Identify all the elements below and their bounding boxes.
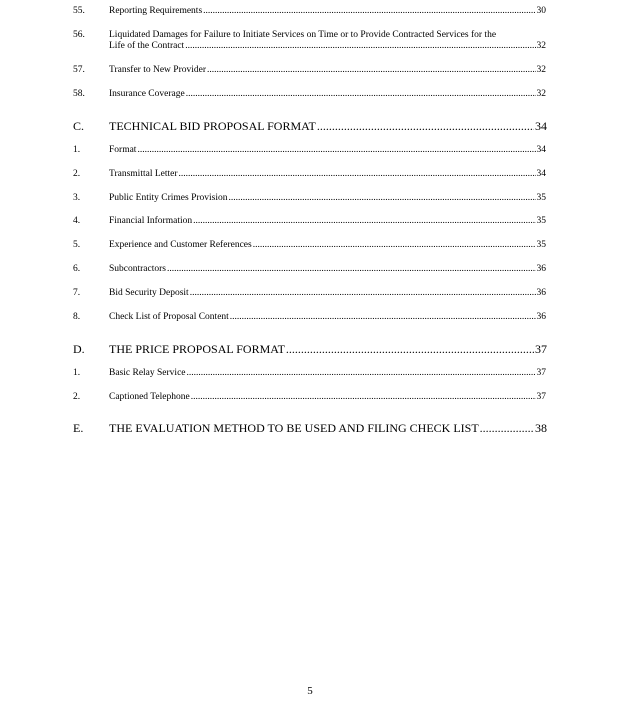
entry-title: Reporting Requirements — [109, 6, 203, 16]
entry-title: Basic Relay Service — [109, 368, 186, 378]
entry-number: 3. — [73, 193, 81, 203]
entry-title: Experience and Customer References — [109, 240, 252, 250]
dot-leader — [230, 312, 536, 323]
dot-leader — [253, 240, 536, 251]
section-letter: E. — [73, 421, 84, 435]
dot-leader — [480, 421, 534, 435]
entry-page: 30 — [536, 6, 546, 16]
entry-page: 35 — [536, 240, 546, 250]
entry-title: Transmittal Letter — [109, 169, 178, 179]
entry-number: 55. — [73, 6, 85, 16]
section-page: 37 — [535, 342, 547, 356]
dot-leader — [229, 193, 536, 204]
section-letter: C. — [73, 119, 85, 133]
entry-number: 2. — [73, 392, 81, 402]
section-page: 34 — [535, 119, 547, 133]
entry-title: Financial Information — [109, 216, 193, 226]
entry-number: 57. — [73, 65, 85, 75]
entry-number: 5. — [73, 240, 81, 250]
dot-leader — [203, 6, 535, 17]
entry-title: Transfer to New Provider — [109, 65, 207, 75]
entry-title: Subcontractors — [109, 264, 166, 274]
page-number: 5 — [307, 685, 313, 697]
entry-title-line1: Liquidated Damages for Failure to Initiate Services on Time or to Provide Contracted Services for the — [109, 30, 497, 40]
section-page: 38 — [535, 421, 547, 435]
entry-page: 32 — [536, 89, 546, 99]
entry-page: 34 — [536, 145, 546, 155]
entry-number: 1. — [73, 368, 81, 378]
entry-page: 37 — [536, 368, 546, 378]
dot-leader — [186, 89, 536, 100]
entry-page: 35 — [536, 216, 546, 226]
dot-leader — [286, 342, 534, 356]
entry-number: 8. — [73, 312, 81, 322]
dot-leader — [185, 41, 535, 52]
dot-leader — [191, 392, 536, 403]
section-title: THE PRICE PROPOSAL FORMAT — [109, 342, 285, 356]
entry-title: Check List of Proposal Content — [109, 312, 229, 322]
section-title: THE EVALUATION METHOD TO BE USED AND FILING CHECK LIST — [109, 421, 479, 435]
entry-page: 32 — [536, 41, 546, 51]
entry-page: 37 — [536, 392, 546, 402]
dot-leader — [207, 65, 535, 76]
entry-page: 32 — [536, 65, 546, 75]
entry-page: 35 — [536, 193, 546, 203]
entry-page: 36 — [536, 312, 546, 322]
entry-title: Captioned Telephone — [109, 392, 190, 402]
entry-number: 58. — [73, 89, 85, 99]
section-letter: D. — [73, 342, 85, 356]
entry-page: 36 — [536, 264, 546, 274]
entry-number: 2. — [73, 169, 81, 179]
entry-page: 36 — [536, 288, 546, 298]
section-title: TECHNICAL BID PROPOSAL FORMAT — [109, 119, 316, 133]
dot-leader — [179, 169, 536, 180]
dot-leader — [167, 264, 536, 275]
entry-number: 7. — [73, 288, 81, 298]
entry-number: 4. — [73, 216, 81, 226]
entry-title: Insurance Coverage — [109, 89, 185, 99]
entry-title: Bid Security Deposit — [109, 288, 189, 298]
dot-leader — [137, 145, 535, 156]
dot-leader — [190, 288, 536, 299]
entry-number: 6. — [73, 264, 81, 274]
entry-number: 56. — [73, 30, 85, 40]
entry-title: Public Entity Crimes Provision — [109, 193, 228, 203]
dot-leader — [317, 119, 534, 133]
entry-title: Format — [109, 145, 137, 155]
dot-leader — [187, 368, 536, 379]
entry-number: 1. — [73, 145, 81, 155]
entry-page: 34 — [536, 169, 546, 179]
dot-leader — [193, 216, 535, 227]
entry-title: Life of the Contract — [109, 41, 185, 51]
